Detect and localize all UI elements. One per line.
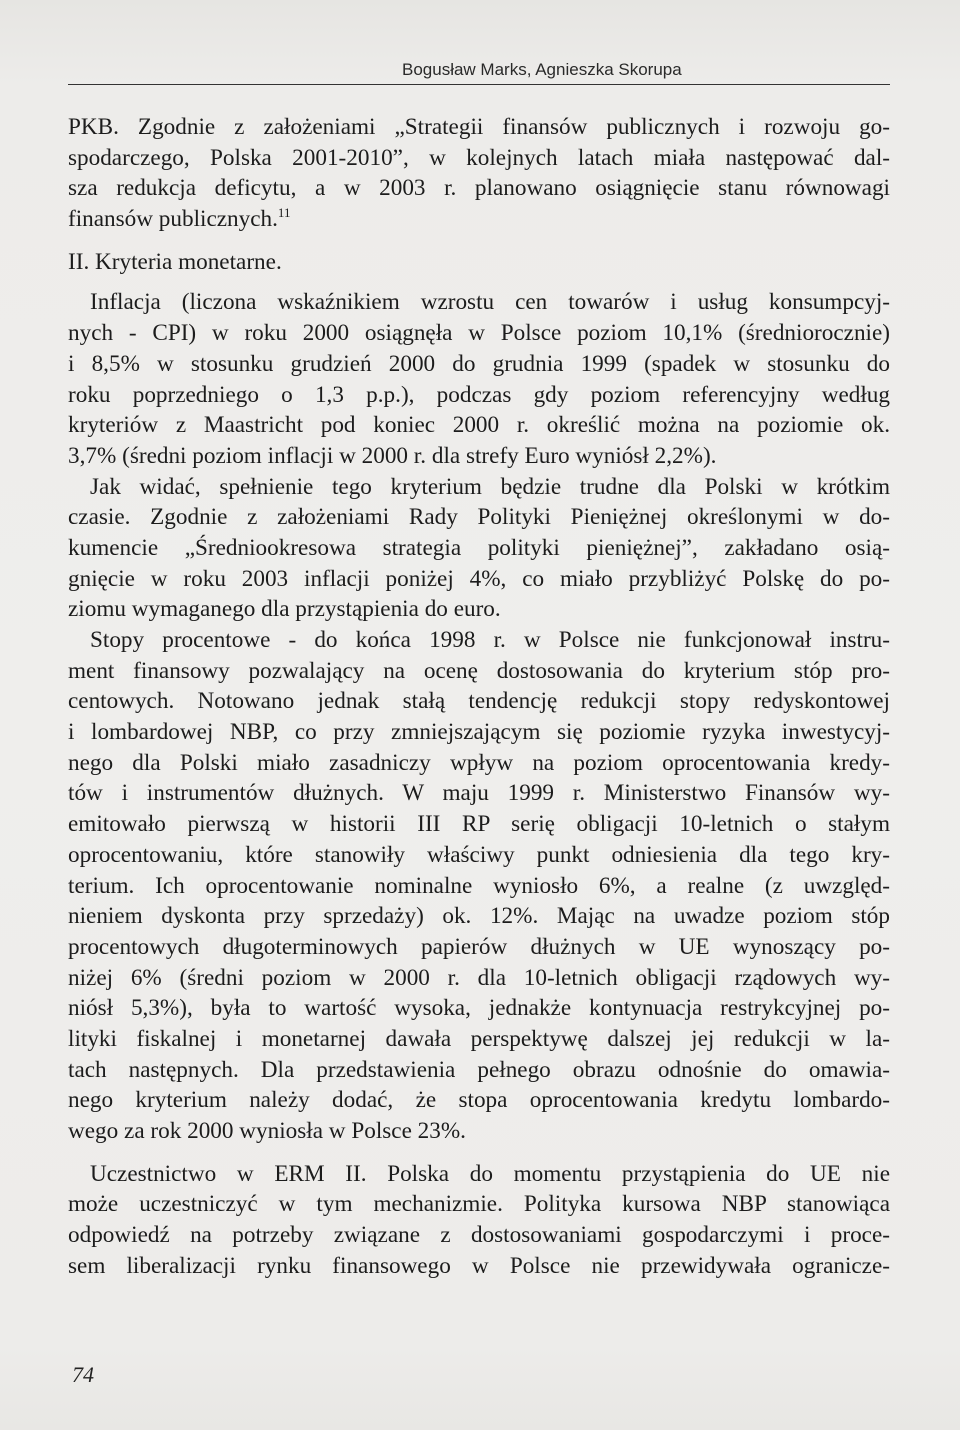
text-line: sem liberalizacji rynku finansowego w Polsce nie przewidywała ogranicze- [68,1252,890,1279]
paragraph-inflation [68,287,890,471]
text-line: Stopy procentowe - do końca 1998 r. w Polsce nie funkcjonował instru- [90,627,890,653]
paragraph-erm [68,1159,890,1282]
text-line: lityki fiskalnej i monetarnej dawała perspektywę dalszej jej redukcji w la- [68,1025,890,1052]
text-line: ment finansowy pozwalający na ocenę dostosowania do kryterium stóp pro- [68,657,890,684]
text-line: niósł 5,3%), była to wartość wysoka, jednakże kontynuacja restrykcyjnej po- [68,995,890,1022]
text-line: 3,7% (średni poziom inflacji w 2000 r. dla strefy Euro wyniósł 2,2%). [68,442,717,469]
text-line: Inflacja (liczona wskaźnikiem wzrostu cen towarów i usług konsumpcyj- [90,289,890,316]
text-line: PKB. Zgodnie z założeniami „Strategii finansów publicznych i rozwoju go- [68,114,890,140]
text-line: tach następnych. Dla przedstawienia pełnego obrazu odnośnie do omawia- [68,1056,890,1083]
text-line: emitowało pierwszą w historii III RP serię obligacji 10-letnich o stałym [68,811,890,838]
text-line: roku poprzedniego o 1,3 p.p.), podczas gdy poziom referencyjny według [68,381,890,408]
text-line: centowych. Notowano jednak stałą tendencję redukcji stopy redyskontowej [68,688,890,715]
paragraph-deficit [68,112,890,235]
text-line: ziomu wymaganego dla przystąpienia do euro. [68,596,501,623]
text-line: może uczestniczyć w tym mechanizmie. Polityka kursowa NBP stanowiąca [68,1191,890,1218]
text-line: czasie. Zgodnie z założeniami Rady Polityki Pieniężnej określonymi w do- [68,504,890,531]
text-line: nego kryterium należy dodać, że stopa oprocentowania kredytu lombardo- [68,1087,890,1114]
running-header [68,60,890,85]
text-line: sza redukcja deficytu, a w 2003 r. planowano osiągnięcie stanu równowagi [68,175,890,202]
paragraph-interest-rates [68,625,890,1147]
text-line: wego za rok 2000 wyniosła w Polsce 23%. [68,1118,466,1144]
text-line: nieniem dyskonta przy sprzedaży) ok. 12%. Mając na uwadze poziom stóp [68,903,890,930]
text-line: terium. Ich oprocentowanie nominalne wyniosło 6%, a realne (z uwzględ- [68,872,890,899]
text-line: i 8,5% w stosunku grudzień 2000 do grudnia 1999 (spadek w stosunku do [68,350,890,377]
section-heading: II. Kryteria monetarne. [68,248,282,275]
page-number: 74 [72,1362,94,1387]
text-line: oprocentowaniu, które stanowiły właściwy punkt odniesienia dla tego kry- [68,841,890,868]
text-line: odpowiedź na potrzeby związane z dostosowaniami gospodarczymi i proce- [68,1222,890,1249]
text-line: gnięcie w roku 2003 inflacji poniżej 4%, co miało przybliżyć Polskę do po- [68,565,890,592]
text-line: tów i instrumentów dłużnych. W maju 1999 r. Ministerstwo Finansów wy- [68,780,890,807]
text-fragment: finansów publicznych. [68,206,278,233]
text-line: nego dla Polski miało zasadniczy wpływ na poziom oprocentowania kredy- [68,749,890,776]
footnote-ref: 11 [277,205,291,221]
text-line: niżej 6% (średni poziom w 2000 r. dla 10-letnich obligacji rządowych wy- [68,964,890,991]
text-line: nych - CPI) w roku 2000 osiągnęła w Polsce poziom 10,1% (średniorocznie) [68,320,890,347]
text-line: Jak widać, spełnienie tego kryterium będzie trudne dla Polski w krótkim [90,473,890,500]
text-line: kumencie „Średniookresowa strategia polityki pieniężnej”, zakładano osią- [68,534,890,561]
text-line: kryteriów z Maastricht pod koniec 2000 r. określić można na poziomie ok. [68,412,890,439]
text-line [68,204,890,235]
header-authors: Bogusław Marks, Agnieszka Skorupa [402,60,682,79]
text-line: i lombardowej NBP, co przy zmniejszającym się poziomie ryzyka inwestycyj- [68,719,890,746]
text-line: procentowych długoterminowych papierów dłużnych w UE wynoszący po- [68,933,890,960]
text-line: Uczestnictwo w ERM II. Polska do momentu przystąpienia do UE nie [90,1160,890,1187]
paragraph-criterion [68,472,890,625]
body-text [68,112,890,1281]
text-line: spodarczego, Polska 2001-2010”, w kolejnych latach miała następować dal- [68,144,890,171]
